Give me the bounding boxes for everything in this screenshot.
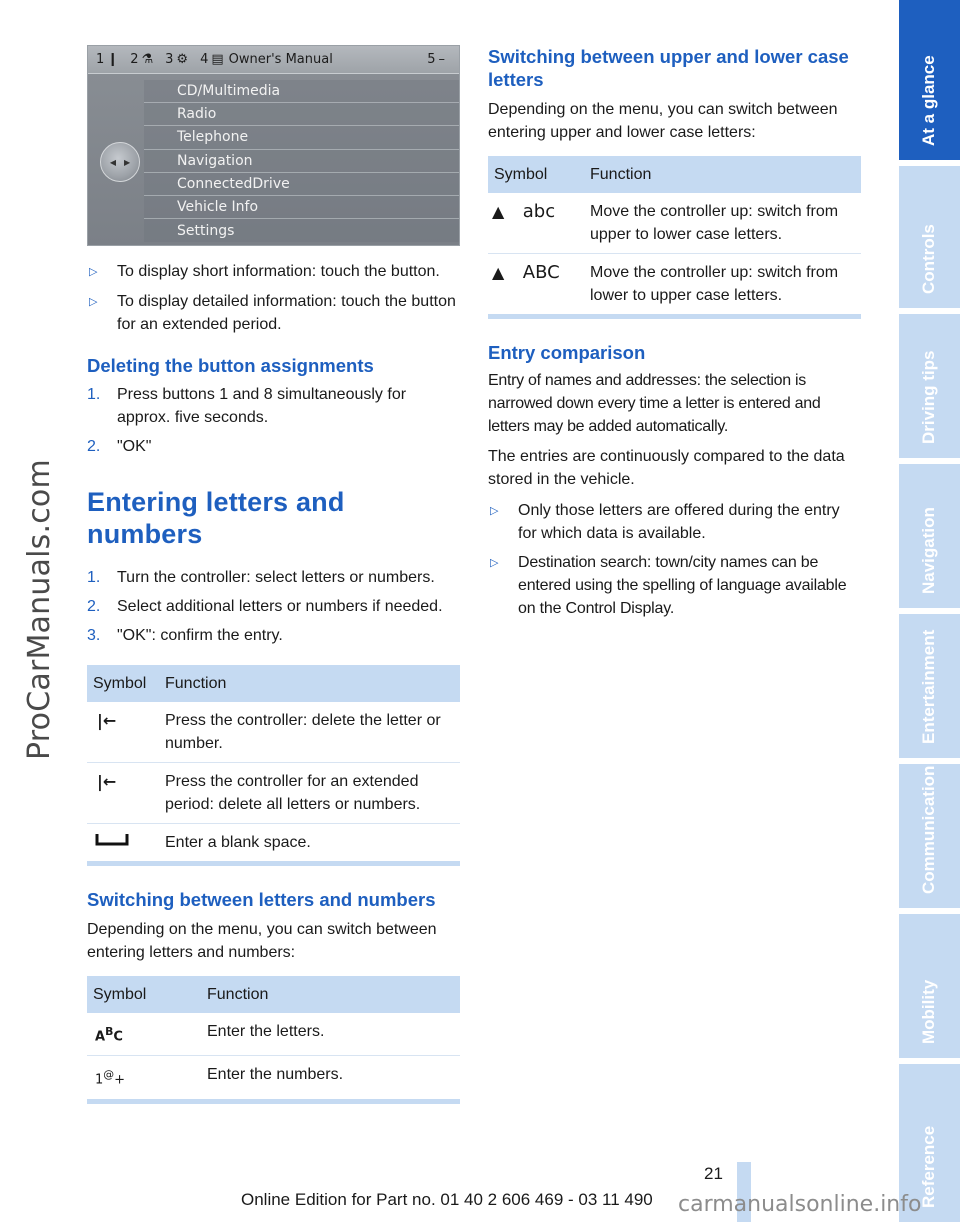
switch-letters-numbers-text: Depending on the menu, you can switch between entering letters and numbers: — [87, 921, 437, 961]
list-item: 2. Select additional letters or numbers if needed. — [87, 598, 443, 615]
entry-comparison-heading: Entry comparison — [488, 342, 646, 363]
signal-icon: ❙ — [107, 52, 119, 67]
uppercase-icon: ▲ ABC — [492, 262, 560, 283]
arrow-up-icon: ▲ — [492, 263, 505, 282]
page-number: 21 — [704, 1164, 723, 1183]
switch-letters-numbers-heading: Switching between letters and numbers — [87, 889, 436, 910]
footer-text: Online Edition for Part no. 01 40 2 606 469 - 03 11 490 — [241, 1190, 653, 1209]
watermark: ProCarManuals.com — [22, 459, 57, 760]
idrive-tab-5[interactable]: 5 – — [427, 52, 445, 67]
idrive-tab-bar — [88, 46, 459, 74]
letters-icon: $A^BC$ — [87, 1013, 201, 1056]
numbers-icon: 1@+ — [95, 1068, 126, 1088]
switch-case-text: Depending on the menu, you can switch between entering upper and lower case letters: — [488, 101, 838, 141]
idrive-menu-item[interactable]: Vehicle Info — [144, 196, 459, 219]
minus-icon: – — [438, 52, 445, 67]
idrive-tab-2[interactable]: 2 ⚗ — [130, 52, 154, 67]
triangle-bullet-icon: ▷ — [490, 505, 499, 517]
idrive-menu-item[interactable]: CD/Multimedia — [144, 80, 459, 103]
table-row: Enter a blank space. — [87, 824, 460, 862]
footer-watermark: carmanualsonline.info — [678, 1192, 922, 1217]
idrive-menu-item[interactable]: Radio — [144, 103, 459, 126]
table-row: ▲ abc Move the controller up: switch from upper to lower case letters. — [488, 193, 861, 254]
list-item: ▷ Destination search: town/city names can be entered using the spelling of language available on the Control Display. — [488, 551, 861, 620]
entering-heading: Entering letters and numbers — [87, 487, 345, 549]
list-item: 1. Press buttons 1 and 8 simultaneously for approx. five seconds. — [87, 386, 407, 426]
list-item: 2. "OK" — [87, 438, 152, 455]
idrive-tab-title: Owner's Manual — [228, 52, 333, 67]
table-header: Function — [159, 665, 460, 702]
idrive-tab-1[interactable]: 1 ❙ — [96, 52, 119, 67]
table-header: Symbol — [87, 665, 159, 702]
triangle-bullet-icon: ▷ — [490, 557, 499, 569]
table-row: |← Press the controller for an extended period: delete all letters or numbers. — [87, 763, 460, 824]
delete-steps — [87, 383, 460, 458]
tab-mobility[interactable]: Mobility — [899, 914, 960, 1058]
left-column — [87, 45, 460, 1104]
section-tabs — [899, 0, 960, 1222]
table-header: Function — [201, 976, 460, 1013]
tab-communication[interactable]: Communication — [899, 764, 960, 908]
switch-case-heading: Switching between upper and lower case letters — [488, 46, 849, 90]
delete-all-icon: |← — [87, 763, 159, 824]
symbol-table-case — [488, 156, 861, 319]
wrench-icon: ⚗ — [141, 52, 154, 67]
lowercase-icon: ▲ abc — [488, 193, 584, 254]
entry-comparison-text-1: Entry of names and addresses: the selection is narrowed down every time a letter is entered and letters may be added automatically. — [488, 372, 821, 435]
list-item: ▷ Only those letters are offered during the entry for which data is available. — [488, 499, 861, 545]
table-header: Function — [584, 156, 861, 193]
entry-comparison-text-2: The entries are continuously compared to the data stored in the vehicle. — [488, 448, 845, 488]
arrow-up-icon: ▲ — [492, 202, 505, 221]
space-icon — [87, 824, 159, 862]
table-row: ▲ ABC Move the controller up: switch from lower to upper case letters. — [488, 254, 861, 315]
list-item: ▷ To display short information: touch the button. — [87, 260, 460, 284]
symbol-table-delete — [87, 665, 460, 866]
idrive-menu-item[interactable]: Settings — [144, 219, 459, 242]
tab-controls[interactable]: Controls — [899, 166, 960, 308]
list-item: ▷ To display detailed information: touch the button for an extended period. — [87, 290, 460, 336]
idrive-menu-item[interactable]: Telephone — [144, 126, 459, 149]
list-item: 3. "OK": confirm the entry. — [87, 627, 283, 644]
tab-driving-tips[interactable]: Driving tips — [899, 314, 960, 458]
symbol-table-letters-numbers — [87, 976, 460, 1104]
idrive-menu-item[interactable]: ConnectedDrive — [144, 173, 459, 196]
tab-at-a-glance[interactable]: At a glance — [899, 0, 960, 160]
entering-steps — [87, 566, 460, 647]
table-header: Symbol — [488, 156, 584, 193]
idrive-menu-item[interactable]: Navigation — [144, 150, 459, 173]
car-icon: ▤ — [211, 52, 224, 67]
tab-reference[interactable]: Reference — [899, 1064, 960, 1222]
delete-icon: |← — [87, 702, 159, 763]
table-row: 1@+ Enter the numbers. — [87, 1056, 460, 1099]
idrive-screen — [87, 45, 460, 246]
right-column — [488, 45, 861, 626]
info-bullet-list — [87, 260, 460, 336]
list-item: 1. Turn the controller: select letters or numbers. — [87, 569, 435, 586]
table-row: |← Press the controller: delete the letter or number. — [87, 702, 460, 763]
comparison-bullet-list — [488, 499, 861, 620]
triangle-bullet-icon: ▷ — [89, 266, 98, 278]
gear-icon: ⚙ — [176, 52, 189, 67]
idrive-tab-3[interactable]: 3 ⚙ — [165, 52, 189, 67]
idrive-tab-4[interactable]: 4 ▤ Owner's Manual — [200, 52, 333, 67]
table-row: $A^BC$ Enter the letters. — [87, 1013, 460, 1056]
controller-knob-icon: ◀ ▶ — [100, 142, 140, 182]
tab-navigation[interactable]: Navigation — [899, 464, 960, 608]
idrive-menu — [144, 80, 459, 242]
delete-heading: Deleting the button assignments — [87, 355, 374, 376]
table-header: Symbol — [87, 976, 201, 1013]
tab-entertainment[interactable]: Entertainment — [899, 614, 960, 758]
triangle-bullet-icon: ▷ — [89, 296, 98, 308]
